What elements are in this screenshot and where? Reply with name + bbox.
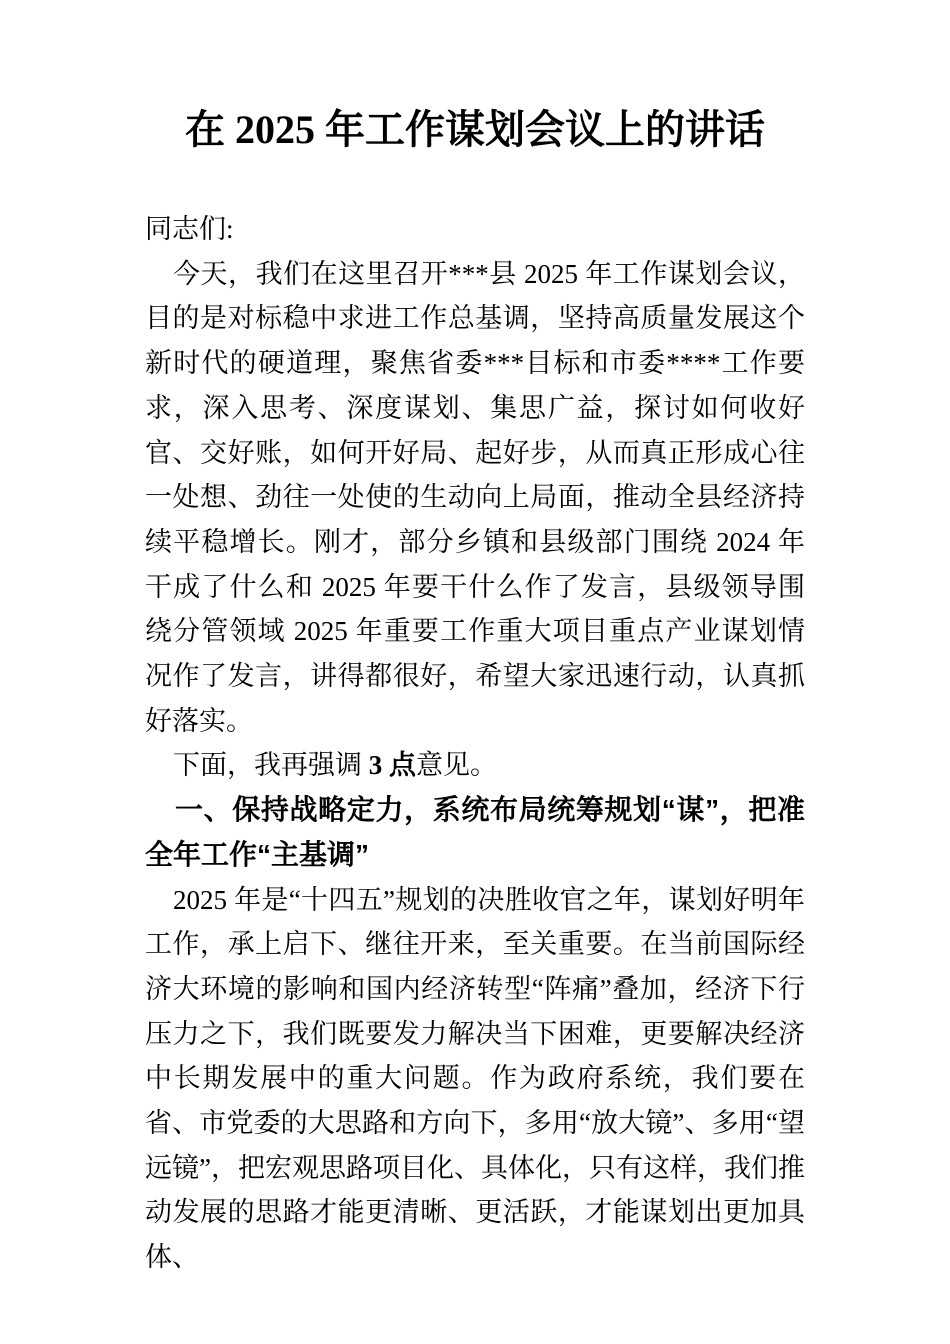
emphasis-suffix: 意见。 [416, 750, 497, 781]
emphasis-paragraph [145, 743, 805, 788]
emphasis-bold-count: 3 点 [368, 750, 416, 781]
section-1-paragraph: 2025 年是“十四五”规划的决胜收官之年，谋划好明年工作，承上启下、继往开来，至关重要。在当前国际经济大环境的影响和国内经济转型“阵痛”叠加，经济下行压力之下，我们既要发力解决当下困难，更要解决经济中长期发展中的重大问题。作为政府系统，我们要在省、市党委的大思路和方向下，多用“放大镜”、多用“望远镜”，把宏观思路项目化、具体化，只有这样，我们推动发展的思路才能更清晰、更活跃，才能谋划出更加具体、 [145, 884, 805, 1273]
salutation-line: 同志们: [145, 214, 234, 244]
emphasis-prefix: 下面，我再强调 [173, 750, 369, 781]
document-title: 在 2025 年工作谋划会议上的讲话 [185, 107, 765, 152]
intro-paragraph: 今天，我们在这里召开***县 2025 年工作谋划会议，目的是对标稳中求进工作总基调，坚持高质量发展这个新时代的硬道理，聚焦省委***目标和市委****工作要求，深入思考、深度谋划、集思广益，探讨如何收好官、交好账，如何开好局、起好步，从而真正形成心往一处想、劲往一处使的生动向上局面，推动全县经济持续平稳增长。刚才，部分乡镇和县级部门围绕 2024 年干成了什么和 2025 年要干什么作了发言，县级领导围绕分管领域 2025 年重要工作重大项目重点产业谋划情况作了发言，讲得都很好，希望大家迅速行动，认真抓好落实。 [145, 258, 805, 736]
section-1-heading: 一、保持战略定力，系统布局统筹规划“谋”，把准全年工作“主基调” [145, 794, 805, 870]
document-body [145, 207, 805, 1280]
